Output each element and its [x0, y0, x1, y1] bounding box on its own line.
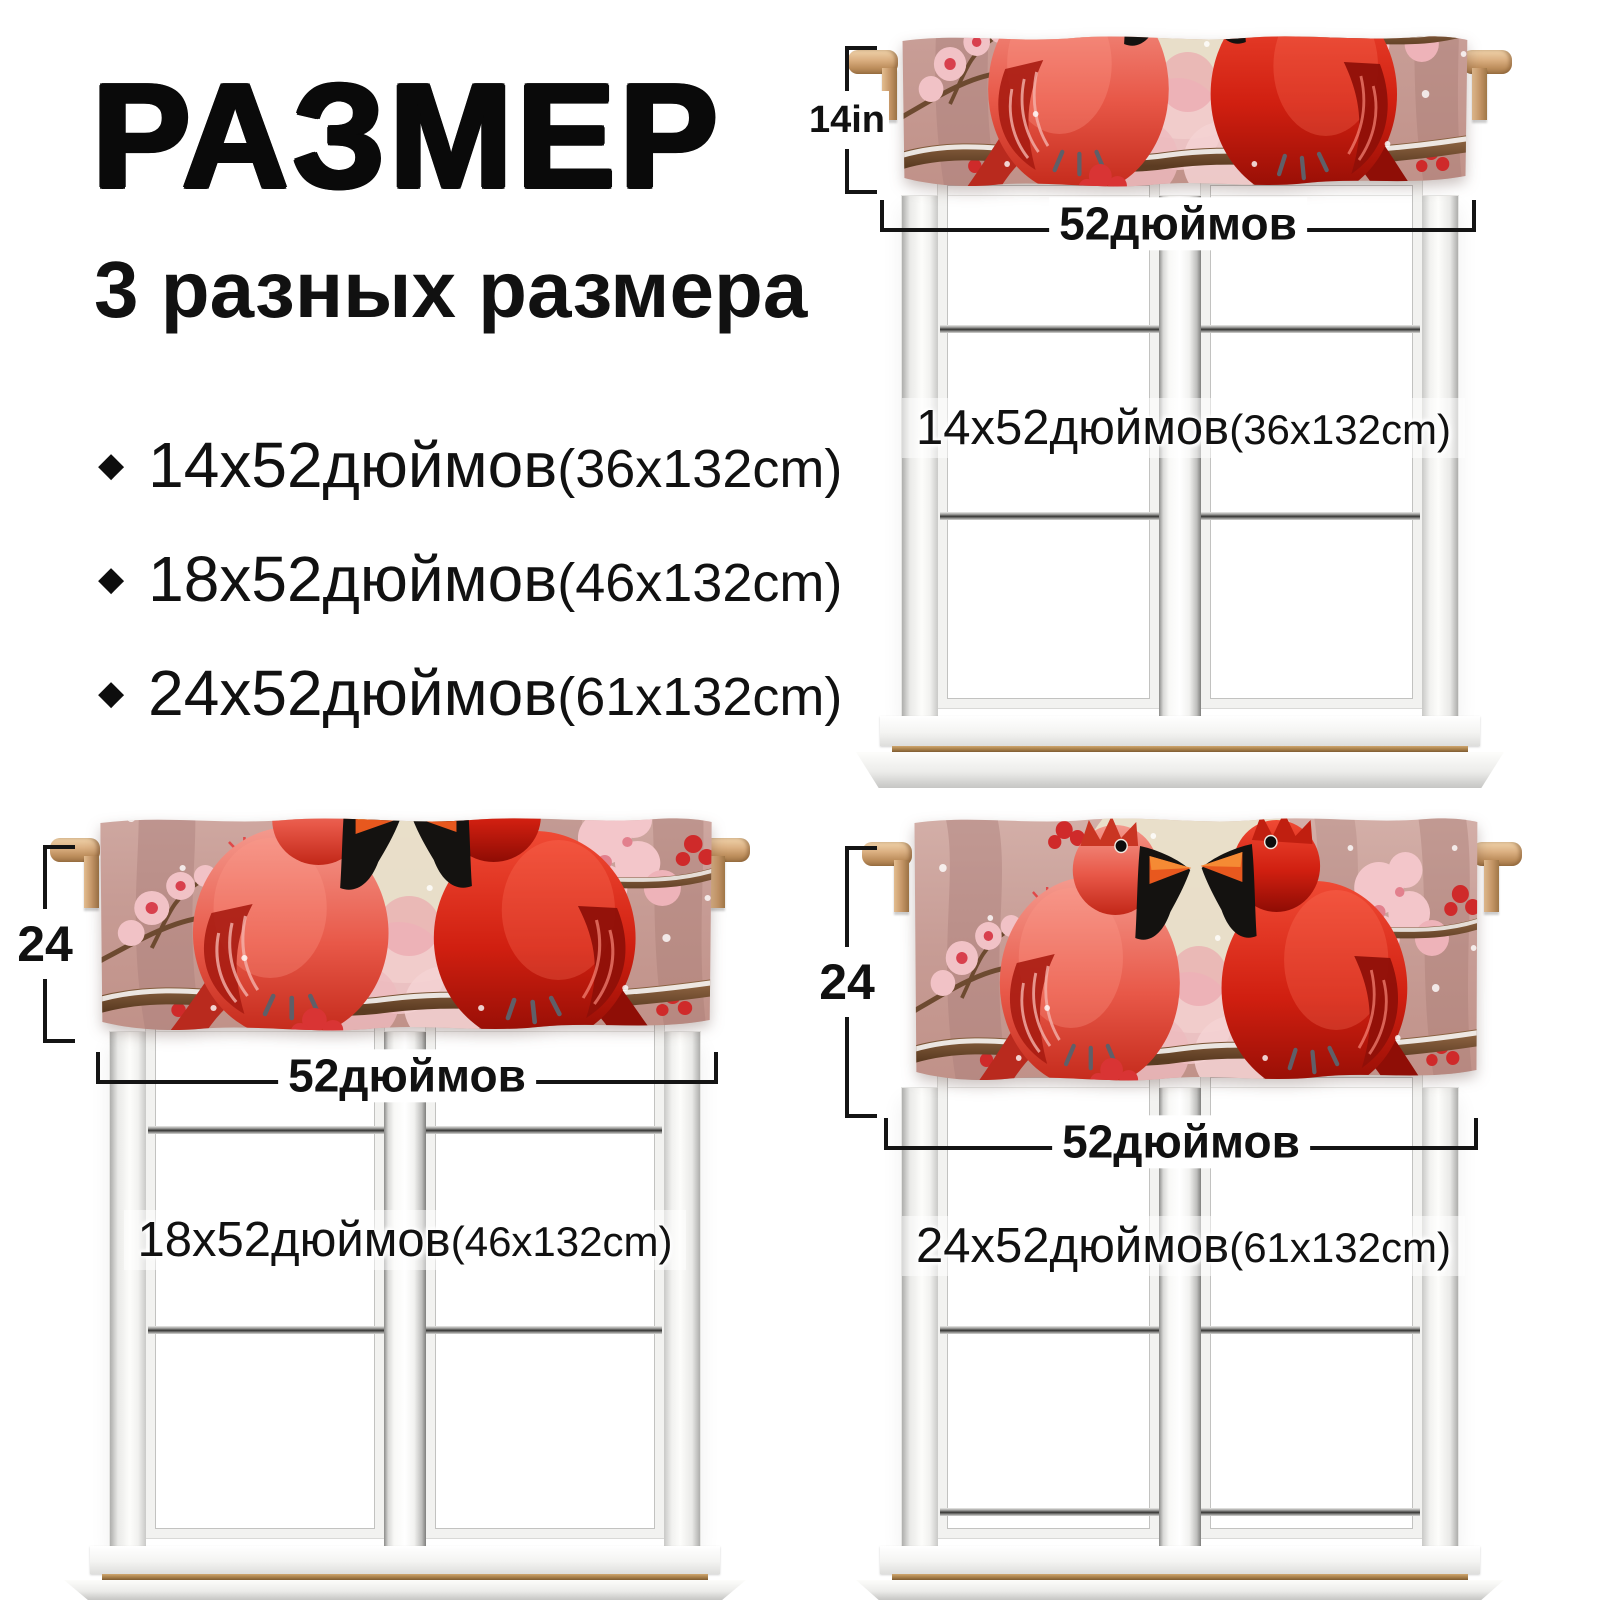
size-text: 18x52дюймов	[148, 543, 558, 615]
size-cm-text: (46x132cm)	[557, 553, 843, 613]
window-sill-trim	[892, 1574, 1468, 1580]
size-list-item	[98, 542, 842, 616]
window-jamb	[110, 1032, 146, 1546]
window-sill	[880, 716, 1480, 746]
height-dimension-bracket	[819, 846, 877, 1118]
size-cm-text: (36x132cm)	[557, 439, 843, 499]
window-jamb	[1422, 1088, 1458, 1546]
cardinal-valance-18in	[90, 810, 720, 1038]
width-dimension-label: 52дюймов	[1049, 197, 1307, 250]
window-jamb	[902, 1088, 938, 1546]
size-text: 14x52дюймов	[148, 429, 558, 501]
window-size-label	[902, 398, 1458, 458]
window-sill-ledge	[64, 1580, 746, 1600]
page-subtitle: 3 разных размера	[94, 245, 808, 334]
size-cm-text: (61x132cm)	[557, 667, 843, 727]
width-dimension-line	[96, 1049, 718, 1102]
width-dimension-label: 52дюймов	[1052, 1115, 1310, 1168]
window-sill-trim	[892, 746, 1468, 752]
window-size-main: 14x52дюймов	[916, 401, 1230, 455]
diamond-bullet-icon: ◆	[98, 446, 125, 484]
window-size-cm: (61x132cm)	[1229, 1224, 1451, 1271]
window-size-main: 18x52дюймов	[137, 1213, 451, 1267]
window-size-label	[110, 1210, 700, 1270]
height-dimension-label: 24	[815, 947, 879, 1017]
cardinal-valance-24in	[905, 810, 1485, 1088]
height-dimension-label: 14in	[805, 91, 889, 149]
diamond-bullet-icon: ◆	[98, 560, 125, 598]
width-dimension-line	[884, 1115, 1478, 1168]
window-sill-ledge	[856, 1580, 1504, 1600]
window-illustration-18	[110, 1032, 700, 1546]
size-text: 24x52дюймов	[148, 657, 558, 729]
window-jamb	[664, 1032, 700, 1546]
size-list-item	[98, 656, 842, 730]
width-dimension-line	[880, 197, 1476, 250]
page-title: РАЗМЕР	[92, 54, 723, 219]
diamond-bullet-icon: ◆	[98, 674, 125, 712]
window-sill-ledge	[856, 752, 1504, 788]
window-mullion	[384, 1032, 426, 1546]
curtain-rod-bracket	[1484, 860, 1499, 912]
window-size-label	[902, 1216, 1458, 1276]
height-dimension-label: 24	[13, 909, 77, 979]
window-sill	[90, 1546, 720, 1574]
cardinal-valance-14in	[893, 28, 1475, 194]
window-size-cm: (36x132cm)	[1229, 406, 1451, 453]
size-list-item	[98, 428, 842, 502]
size-list	[98, 428, 842, 770]
height-dimension-bracket	[808, 46, 886, 194]
window-sill	[880, 1546, 1480, 1574]
window-sill-trim	[102, 1574, 708, 1580]
window-illustration-14	[902, 196, 1458, 716]
window-size-cm: (46x132cm)	[450, 1218, 673, 1265]
window-size-main: 24x52дюймов	[916, 1219, 1230, 1273]
height-dimension-bracket	[17, 845, 75, 1043]
width-dimension-label: 52дюймов	[278, 1049, 536, 1102]
